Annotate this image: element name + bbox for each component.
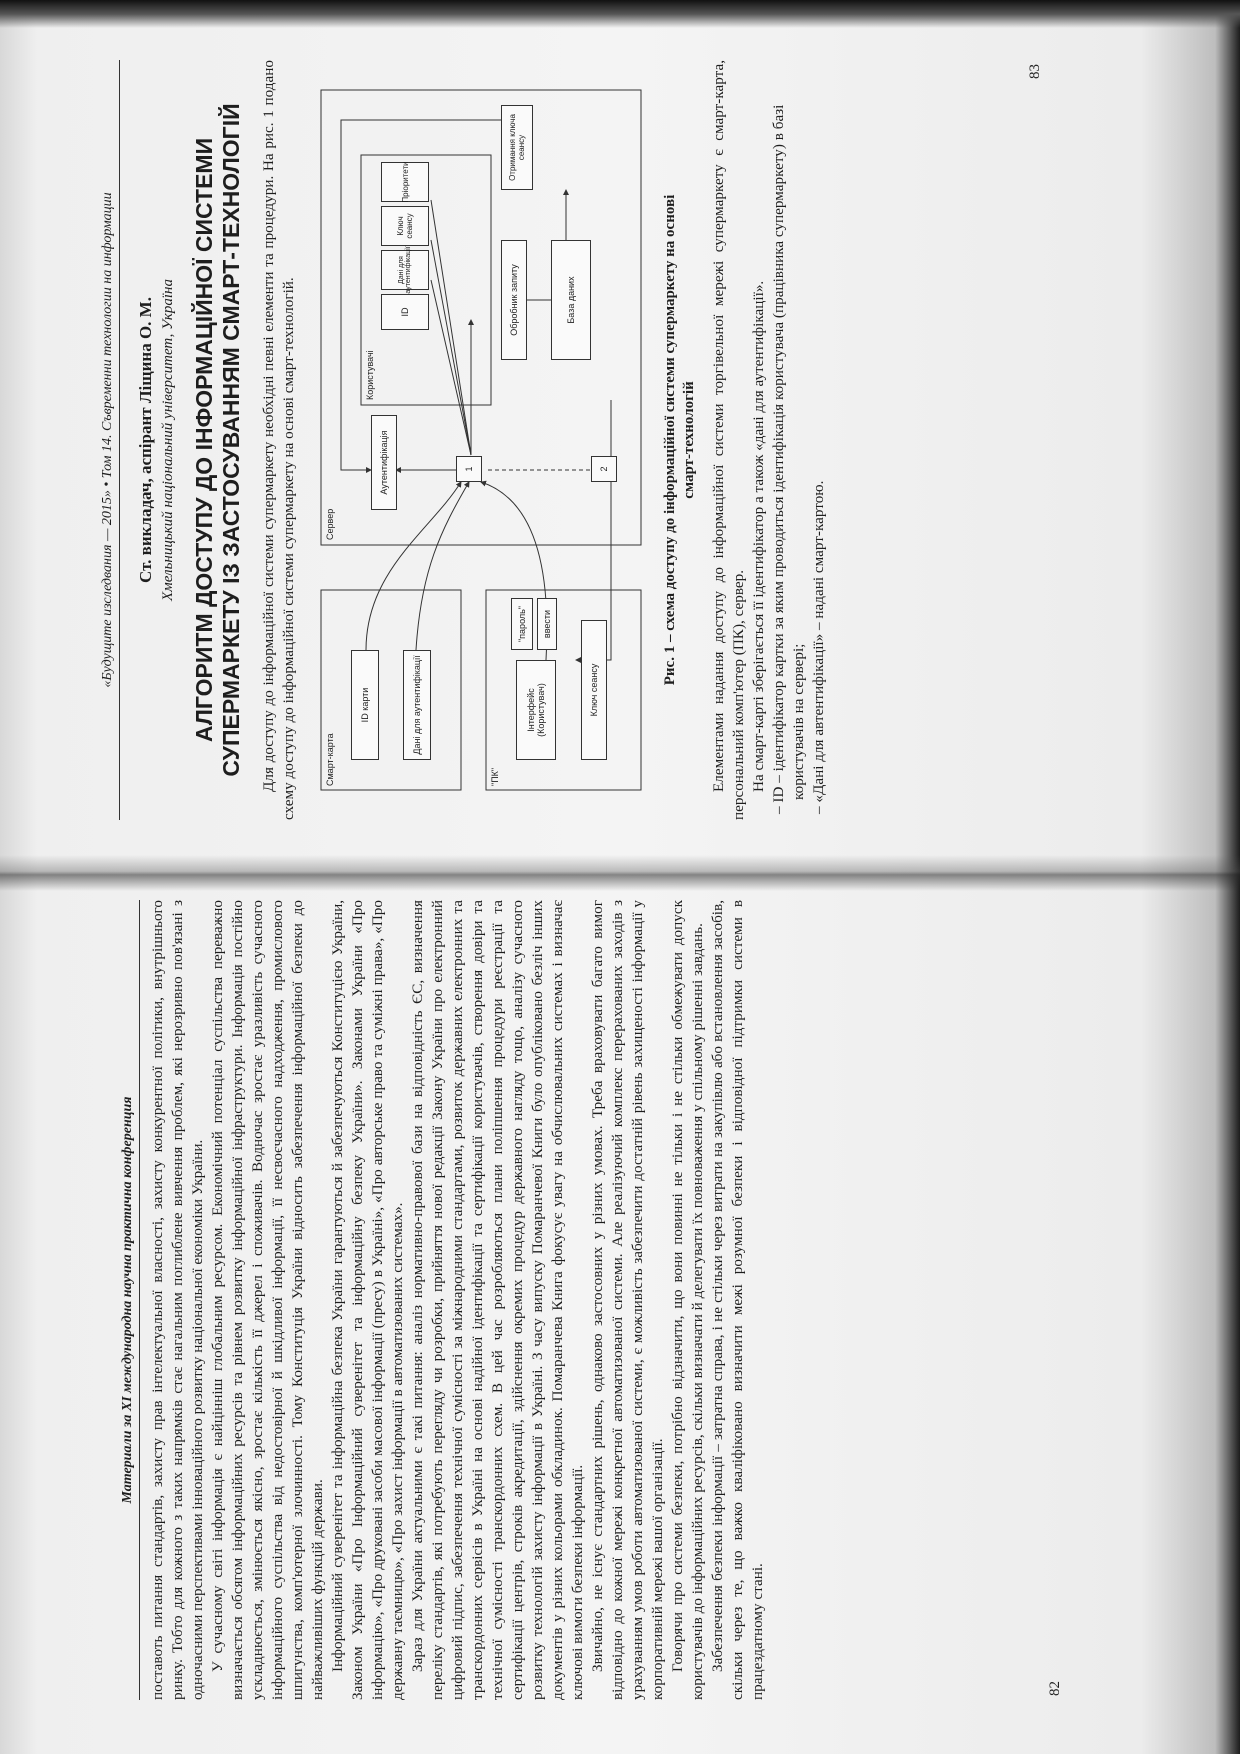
paragraph-2: У сучасному світі інформація є найцінніш глобальним ресурсом. Економічний потенціал суспільства переважно визначається обсягом інформаційних ресурсів та рівнем розвитку інформаційної інфраструктури. Інформація постійно ускладнюється, змінюється якісно, зростає кількість її джерел і споживачів. Водночас зростає уразливість сучасного інформаційного суспільства від недостовірної й шкідливої інформації, її несвоєчасного надходження, промислового шпигунства, комп'ютерної злочинності. Тому Конституція України відносить забезпечення інформаційної безпеки до найважливіших функцій держави. xyxy=(209,900,326,1700)
get-session-key-box: Отримання ключа сеансу xyxy=(501,105,533,190)
caption-line-2: смарт-технологій xyxy=(681,381,697,499)
smart-card-label: Смарт-карта xyxy=(325,733,335,786)
priorities-box: Пріоритети xyxy=(381,162,429,202)
request-handler-box: Обробник запиту xyxy=(501,240,527,360)
id-db-box: ID xyxy=(381,294,429,330)
server-label: Сервер xyxy=(325,508,335,540)
node-2-box: 2 xyxy=(591,456,617,482)
session-key-pc-box: Ключ сеансу xyxy=(581,620,607,760)
article-affiliation: Хмельницький національний університет, Україна xyxy=(160,279,176,601)
paragraph-3: Інформаційний суверенітет та інформаційна безпека України гарантуються й забезпечуються Конституцією України, Законом України «Про Інформаційний суверенітет та інформаційну безпеку України». Законами України «Про інформацію», «Про друковані засоби масової інформації (пресу) в Україні», «Про авторське право та суміжні права», «Про державну таємницю», «Про захист інформації в автоматизованих системах». xyxy=(329,900,406,1700)
page-number: 82 xyxy=(1047,1681,1063,1696)
database-box: База даних xyxy=(551,240,591,360)
intro-paragraph: Для доступу до інформаційної системи супермаркету необхідні певні елементи та процедури. На рис. 1 подано схему доступу до інформаційної системи супермаркету на основі смарт-технологій. xyxy=(260,60,297,820)
running-header: Материали за XI международна научна практична конференция xyxy=(120,900,140,1700)
paragraph-4: Зараз для України актуальними є такі питання: аналіз нормативно-правової бази на відповідність ЄС, визначення переліку стандартів, які потребують перегляду чи розробки, прийняття нової редакції Закону України про електронний цифровий підпис, забезпечення технічної сумісності за міжнародними стандартами, розвиток державних електронних та транскордонних сервісів в Україні на основі надійної ідентифікації та сертифікації користувачів, створення довіри та технічної сумісності транскордонних схем. В цей час розробляються плани поліпшення процедури реєстрації та сертифікації центрів, строків акредитації, здійснення окремих процедур державного нагляду тощо, аналізу сучасного розвитку технологій захисту інформації в Україні. З часу випуску Помаранчевої Книги було опубліковано безліч інших документів у різних кольорами обкладинок. Помаранчева Книга фокусує увагу на обчислювальних системах і визначає ключові вимоги безпеки інформації. xyxy=(409,900,586,1700)
paragraph-6: Говорячи про системи безпеки, потрібно відзначити, що вони повинні не тільки і не стільки обмежувати допуск користувачів до інформаційних ресурсів, скільки визначати й делегувати їх повноваження у спільному рішенні завдань. xyxy=(669,900,706,1700)
authentication-box: Аутентифікація xyxy=(371,415,397,510)
paragraph-7: Забезпечення безпеки інформації – затратна справа, і не стільки через витрати на закупівлю або встановлення засобів, скільки через те, що важко кваліфіковано визначити межі розумної безпеки і відповідної підтримки системи в працездатному стані. xyxy=(709,900,766,1700)
enter-box: ввести xyxy=(537,598,557,650)
users-label: Користувачі xyxy=(365,350,375,400)
session-key-db-box: Ключ сеансу xyxy=(381,206,429,246)
id-card-box: ID карти xyxy=(351,650,379,760)
title-line-1: АЛГОРИТМ ДОСТУПУ ДО ІНФОРМАЦІЙНОЇ СИСТЕМИ xyxy=(191,137,217,743)
interface-box: Інтерфейс (Користувач) xyxy=(516,660,556,760)
article-title xyxy=(191,60,245,820)
page-83 xyxy=(100,60,1043,820)
paragraph-5: Звичайно, не існує стандартних рішень, однаково застосовних у різних умовах. Треба враховувати багато вимог відповідно до кожної мережі конкретної автоматизованої системи. Але реалізуючий комплекс перерахованих заходів з урахуванням умов роботи автоматизованої системи, є можливість забезпечити достатній рівень захищеності інформації у корпоративній мережі вашої організації. xyxy=(589,900,666,1700)
list-item-id: – ID – ідентифікатор картки за яким проводиться ідентифікація користувача (працівника супермаркету) в базі користувачів на сервері; xyxy=(770,104,807,814)
pc-label: "ПК" xyxy=(490,767,500,786)
book-gutter xyxy=(0,855,1240,891)
page-number: 83 xyxy=(1027,64,1043,79)
paragraph-1: поставоть питання стандартів, захисту прав інтелектуальної власності, захисту конкурентної політики, внутрішнього ринку. Тобто для кожного з таких напрямків стає нагальним поглиблене вивчення проблем, які нерозривно пов'язані з одночасними перспективами інноваційного розвитку національної економіки України. xyxy=(149,900,206,1700)
paragraph-elements: Елементами надання доступу до інформаційної системи торгівельної мережі супермаркету є смарт-карта, персональний комп'ютер (ПК), сервер. xyxy=(710,60,747,820)
paragraph-smart-card: На смарт-карті зберігається її ідентифікатор а також «дані для аутентифікації». xyxy=(750,280,767,792)
caption-line-1: Рис. 1 – схема доступу до інформаційної системи супермаркету на основі xyxy=(662,194,678,686)
auth-data-box: Дані для аутентифікації xyxy=(403,650,431,760)
list-item-auth-data: – «Дані для автентифікації» – надані смарт-картою. xyxy=(810,480,827,814)
scanner-edge-shadow xyxy=(0,0,1240,28)
node-1-box: 1 xyxy=(456,456,482,482)
password-box: "пароль" xyxy=(511,598,533,650)
figure-access-scheme xyxy=(311,80,651,800)
auth-data-db-box: Дані для аутентифікації xyxy=(381,250,429,290)
running-header: «Будущите изследвания — 2015» • Том 14. Съвременни технологии на информации xyxy=(100,60,120,820)
title-line-2: СУПЕРМАРКЕТУ ІЗ ЗАСТОСУВАННЯМ СМАРТ-ТЕХНОЛОГІЙ xyxy=(218,103,244,777)
page-82 xyxy=(120,900,1063,1700)
article-authors: Ст. викладач, аспірант Ліщина О. М. xyxy=(136,297,155,583)
figure-caption xyxy=(661,60,699,820)
